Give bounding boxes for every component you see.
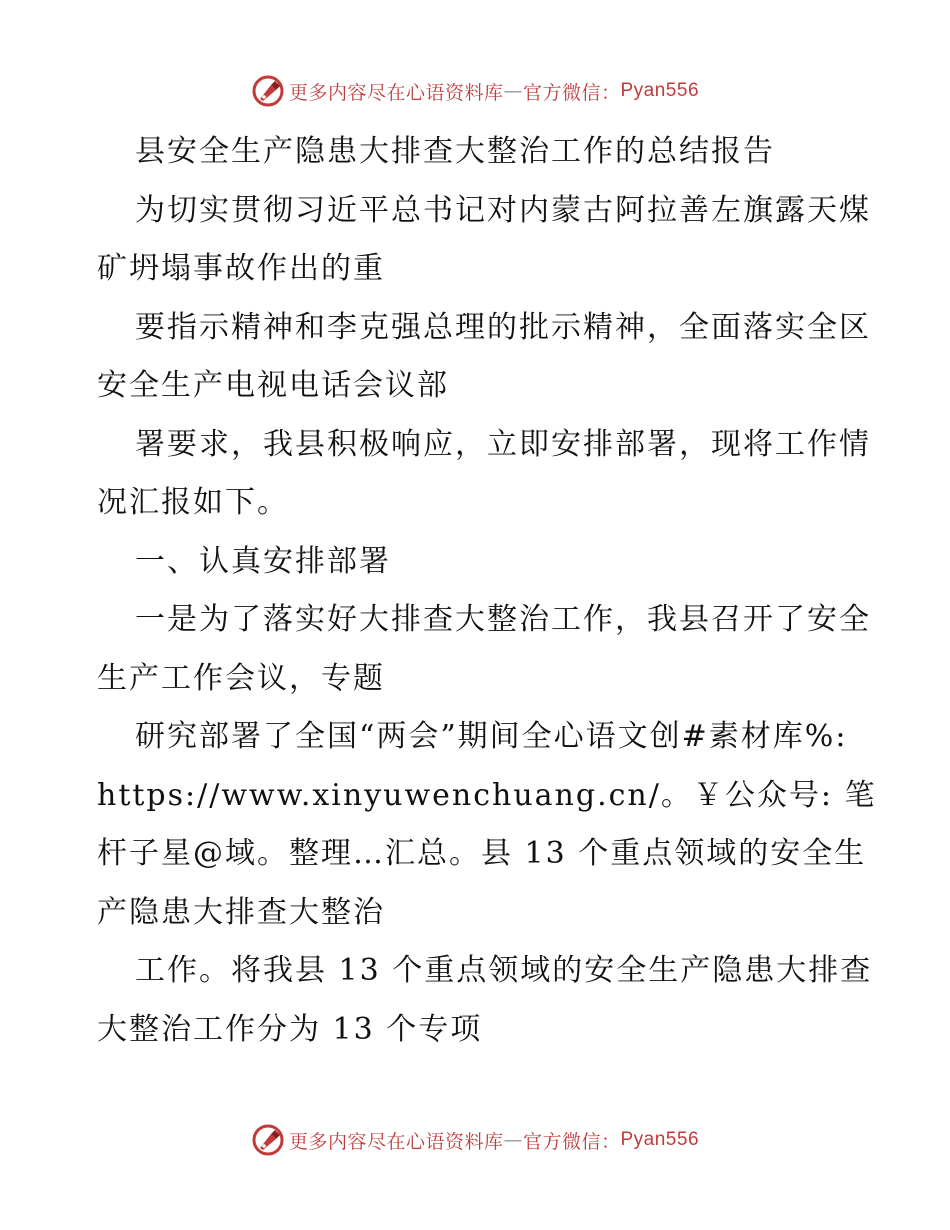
watermark-title: 更多内容尽在心语资料库 — [288, 1130, 504, 1153]
document-body — [97, 123, 877, 1059]
watermark-separator: — — [503, 1129, 523, 1151]
watermark-wechat-id: Pyan556 — [620, 1129, 700, 1150]
paragraph: 要指示精神和李克强总理的批示精神，全面落实全区安全生产电视电话会议部 — [97, 309, 871, 403]
paragraph: 署要求，我县积极响应，立即安排部署，现将工作情况汇报如下。 — [97, 426, 871, 520]
pen-nib-logo-icon — [251, 1123, 285, 1157]
paragraph: 研究部署了全国“两会”期间全心语文创#素材库%: https://www.xinyuwenchuang.cn/。￥公众号: 笔杆子星@域。整理…汇总。县 13 个重点领域的安全生产隐患大排查大整治 — [97, 719, 877, 930]
pen-nib-logo-icon — [251, 74, 285, 108]
watermark-separator: — — [503, 80, 523, 102]
watermark-banner-top — [0, 71, 950, 111]
paragraph: 一是为了落实好大排查大整治工作，我县召开了安全生产工作会议，专题 — [97, 602, 871, 696]
watermark-wechat-id: Pyan556 — [620, 80, 700, 101]
paragraph: 工作。将我县 13 个重点领域的安全生产隐患大排查大整治工作分为 13 个专项 — [97, 953, 873, 1047]
watermark-wechat-label: 官方微信： — [522, 81, 621, 104]
watermark-wechat-label: 官方微信： — [522, 1130, 621, 1153]
section-heading: 一、认真安排部署 — [135, 543, 391, 579]
document-title: 县安全生产隐患大排查大整治工作的总结报告 — [135, 134, 775, 169]
paragraph: 为切实贯彻习近平总书记对内蒙古阿拉善左旗露天煤矿坍塌事故作出的重 — [97, 192, 871, 286]
watermark-title: 更多内容尽在心语资料库 — [288, 81, 504, 104]
watermark-banner-bottom — [0, 1120, 950, 1160]
